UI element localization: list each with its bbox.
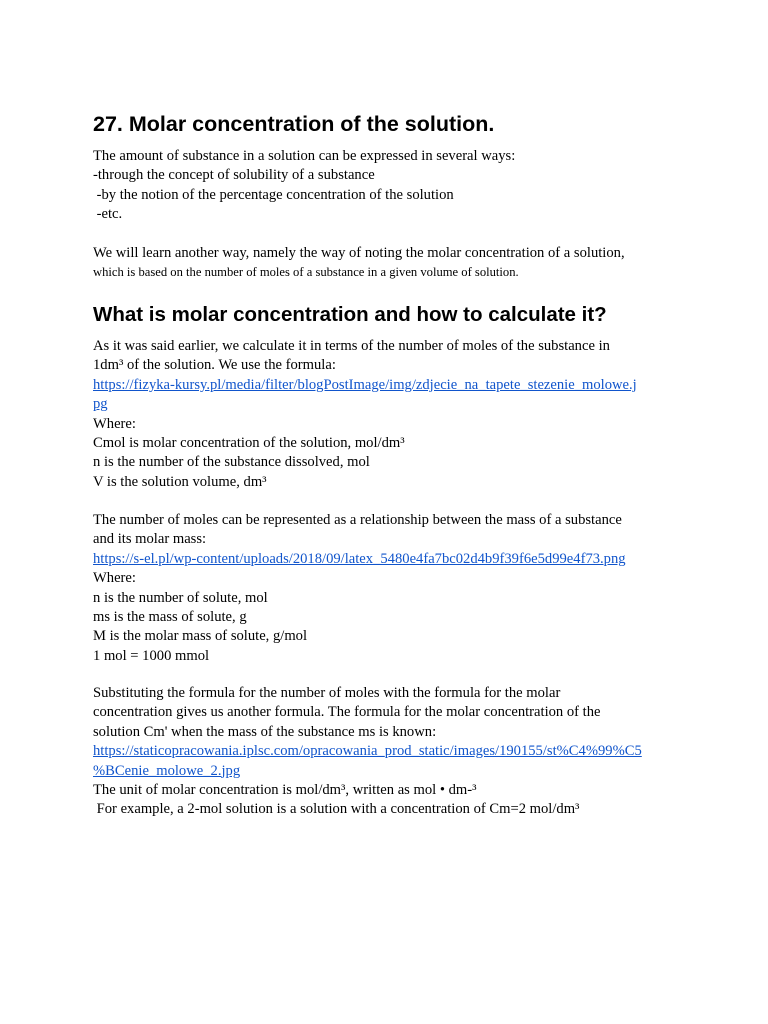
intro2-line: which is based on the number of moles of a substance in a given volume of solution. [93, 265, 519, 280]
definition-line: V is the solution volume, dm³ [93, 473, 267, 490]
combined-formula-link[interactable]: https://staticopracowania.iplsc.com/opracowania_prod_static/images/190155/st%C4%99%C5 [93, 743, 642, 760]
where-label: Where: [93, 570, 136, 587]
combined-formula-link-continued[interactable]: %BCenie_molowe_2.jpg [93, 762, 241, 779]
formula-image-link-continued[interactable]: pg [93, 396, 108, 413]
definition-line: M is the molar mass of solute, g/mol [93, 628, 308, 645]
formula-image-link[interactable]: https://fizyka-kursy.pl/media/filter/blogPostImage/img/zdjecie_na_tapete_stezenie_molowe.j [93, 376, 637, 393]
section1-line: 1dm³ of the solution. We use the formula: [93, 357, 336, 374]
intro2-line: We will learn another way, namely the way of noting the molar concentration of a solution, [93, 245, 625, 261]
intro-line: The amount of substance in a solution can be expressed in several ways: [93, 148, 516, 164]
section3-line: concentration gives us another formula. The formula for the molar concentration of the [93, 704, 601, 721]
section2-line: The number of moles can be represented as a relationship between the mass of a substance [93, 512, 622, 528]
example-line: For example, a 2-mol solution is a solution with a concentration of Cm=2 mol/dm³ [93, 801, 580, 818]
formula-section [93, 337, 693, 492]
page-title: 27. Molar concentration of the solution. [93, 112, 495, 136]
moles-section [93, 511, 693, 666]
section3-line: Substituting the formula for the number of moles with the formula for the molar [93, 685, 561, 701]
section2-line: and its molar mass: [93, 531, 207, 548]
moles-formula-link[interactable]: https://s-el.pl/wp-content/uploads/2018/09/latex_5480e4fa7bc02d4b9f39f6e5d99e4f73.png [93, 550, 626, 567]
intro-list-item: -through the concept of solubility of a substance [93, 167, 375, 184]
intro-paragraph [93, 147, 693, 225]
intro-list-item: -by the notion of the percentage concentration of the solution [93, 186, 454, 203]
definition-line: ms is the mass of solute, g [93, 608, 247, 625]
section1-line: As it was said earlier, we calculate it in terms of the number of moles of the substance in [93, 338, 610, 354]
section-heading: What is molar concentration and how to calculate it? [93, 303, 607, 326]
definition-line: Cmol is molar concentration of the solution, mol/dm³ [93, 434, 405, 451]
intro2-paragraph [93, 244, 693, 283]
intro-list-item: -etc. [93, 206, 123, 223]
unit-line: The unit of molar concentration is mol/dm³, written as mol • dm-³ [93, 781, 477, 798]
definition-line: n is the number of solute, mol [93, 589, 268, 606]
section3-line: solution Cm' when the mass of the substance ms is known: [93, 723, 437, 740]
definition-line: 1 mol = 1000 mmol [93, 647, 210, 664]
where-label: Where: [93, 415, 136, 432]
combined-formula-section [93, 684, 693, 820]
definition-line: n is the number of the substance dissolved, mol [93, 454, 370, 471]
